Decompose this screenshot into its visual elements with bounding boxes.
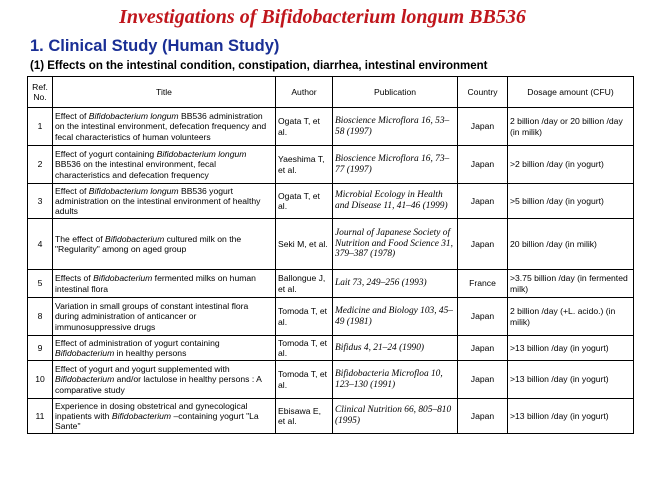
- table-row: [28, 361, 634, 399]
- species-name: Bifidobacterium longum: [88, 111, 179, 122]
- title-text: Effect of yogurt and yogurt supplemented with: [55, 364, 230, 375]
- author-cell: Tomoda T, et al.: [276, 336, 333, 361]
- dosage-cell: >5 billion /day (in yogurt): [508, 184, 634, 219]
- page-title: Investigations of Bifidobacterium longum BB536: [119, 6, 526, 28]
- studies-table: [27, 76, 634, 434]
- ref-no-cell: 1: [28, 108, 53, 146]
- publication-cell: Journal of Japanese Society of Nutrition and Food Science 31, 379–387 (1978): [333, 219, 458, 270]
- ref-no-cell: 9: [28, 336, 53, 361]
- header-title: Title: [53, 77, 276, 108]
- species-name: Bifidobacterium: [93, 273, 153, 284]
- table-row: [28, 108, 634, 146]
- publication-cell: Bioscience Microflora 16, 73–77 (1997): [333, 146, 458, 184]
- title-cell: [53, 336, 276, 361]
- title-text: and/or lactulose in healthy persons : A comparative study: [55, 374, 262, 395]
- species-name: Bifidobacterium: [55, 374, 115, 385]
- species-name: Bifidobacterium longum: [88, 185, 179, 196]
- country-cell: Japan: [458, 298, 508, 336]
- country-cell: France: [458, 270, 508, 298]
- table-row: [28, 270, 634, 298]
- header-country: Country: [458, 77, 508, 108]
- title-cell: [53, 146, 276, 184]
- title-text: BB536 administration on the intestinal environment, defecation frequency and fecal characteristics of human volunteers: [55, 111, 267, 142]
- title-text: The effect of: [55, 233, 106, 244]
- dosage-cell: >13 billion /day (in yogurt): [508, 399, 634, 434]
- publication-cell: Microbial Ecology in Health and Disease 11, 41–46 (1999): [333, 184, 458, 219]
- author-cell: Ogata T, et al.: [276, 108, 333, 146]
- table-row: [28, 336, 634, 361]
- ref-no-cell: 5: [28, 270, 53, 298]
- author-cell: Ogata T, et al.: [276, 184, 333, 219]
- title-text: BB536 on the intestinal environment, fecal characteristics and defecation frequency: [55, 159, 216, 180]
- author-cell: Ballongue J, et al.: [276, 270, 333, 298]
- author-cell: Tomoda T, et al.: [276, 298, 333, 336]
- country-cell: Japan: [458, 336, 508, 361]
- title-text: Experience in dosing obstetrical and gynecological inpatients with: [55, 400, 248, 421]
- title-cell: [53, 270, 276, 298]
- dosage-cell: >13 billion /day (in yogurt): [508, 361, 634, 399]
- ref-no-cell: 4: [28, 219, 53, 270]
- table-header-row: [28, 77, 634, 108]
- dosage-cell: 20 billion /day (in milik): [508, 219, 634, 270]
- title-text: BB536 yogurt administration on the intestinal environment of healthy adults: [55, 185, 261, 217]
- publication-cell: Bifidobacteria Microfloa 10, 123–130 (1991): [333, 361, 458, 399]
- ref-no-cell: 2: [28, 146, 53, 184]
- dosage-cell: >3.75 billion /day (in fermented milk): [508, 270, 634, 298]
- country-cell: Japan: [458, 184, 508, 219]
- title-text: cultured milk on the "Regularity" among on aged group: [55, 233, 242, 254]
- publication-cell: Bifidus 4, 21–24 (1990): [333, 336, 458, 361]
- dosage-cell: 2 billion /day or 20 billion /day (in milik): [508, 108, 634, 146]
- subsection-heading: (1) Effects on the intestinal condition, constipation, diarrhea, intestinal environment: [30, 60, 488, 72]
- table-row: [28, 146, 634, 184]
- dosage-cell: 2 billion /day (+L. acido.) (in milik): [508, 298, 634, 336]
- publication-cell: Bioscience Microflora 16, 53–58 (1997): [333, 108, 458, 146]
- country-cell: Japan: [458, 399, 508, 434]
- title-text: –containing yogurt "La Sante": [55, 410, 259, 432]
- publication-cell: Medicine and Biology 103, 45–49 (1981): [333, 298, 458, 336]
- table-body: [28, 108, 634, 434]
- title-text: Variation in small groups of constant intestinal flora during administration of anticancer or immunosuppressive drugs: [55, 301, 249, 332]
- title-cell: [53, 361, 276, 399]
- species-name: Bifidobacterium: [55, 348, 115, 358]
- header-publication: Publication: [333, 77, 458, 108]
- country-cell: Japan: [458, 219, 508, 270]
- title-cell: [53, 219, 276, 270]
- species-name: Bifidobacterium: [105, 233, 165, 244]
- title-cell: [53, 108, 276, 146]
- ref-no-cell: 11: [28, 399, 53, 434]
- author-cell: Tomoda T, et al.: [276, 361, 333, 399]
- author-cell: Yaeshima T, et al.: [276, 146, 333, 184]
- table-row: [28, 184, 634, 219]
- title-text: Effect of yogurt containing: [55, 149, 157, 160]
- table-row: [28, 219, 634, 270]
- title-text: Effect of administration of yogurt containing: [55, 337, 220, 348]
- header-ref-no: Ref. No.: [28, 77, 53, 108]
- ref-no-cell: 8: [28, 298, 53, 336]
- title-cell: [53, 184, 276, 219]
- title-text: fermented milks on human intestinal flora: [55, 273, 256, 294]
- ref-no-cell: 3: [28, 184, 53, 219]
- dosage-cell: >2 billion /day (in yogurt): [508, 146, 634, 184]
- ref-no-cell: 10: [28, 361, 53, 399]
- table-row: [28, 298, 634, 336]
- species-name: Bifidobacterium: [111, 410, 172, 421]
- section-heading: 1. Clinical Study (Human Study): [30, 37, 280, 55]
- table-row: [28, 399, 634, 434]
- dosage-cell: >13 billion /day (in yogurt): [508, 336, 634, 361]
- country-cell: Japan: [458, 146, 508, 184]
- title-cell: [53, 399, 276, 434]
- country-cell: Japan: [458, 361, 508, 399]
- species-name: Bifidobacterium longum: [156, 149, 247, 160]
- header-dosage: Dosage amount (CFU): [508, 77, 634, 108]
- author-cell: Ebisawa E, et al.: [276, 399, 333, 434]
- publication-cell: Lait 73, 249–256 (1993): [333, 270, 458, 298]
- title-text: Effect of: [55, 185, 89, 196]
- author-cell: Seki M, et al.: [276, 219, 333, 270]
- header-author: Author: [276, 77, 333, 108]
- title-text: Effects of: [55, 273, 94, 284]
- publication-cell: Clinical Nutrition 66, 805–810 (1995): [333, 399, 458, 434]
- country-cell: Japan: [458, 108, 508, 146]
- title-text: in healthy persons: [114, 348, 187, 358]
- title-cell: [53, 298, 276, 336]
- title-text: Effect of: [55, 111, 89, 122]
